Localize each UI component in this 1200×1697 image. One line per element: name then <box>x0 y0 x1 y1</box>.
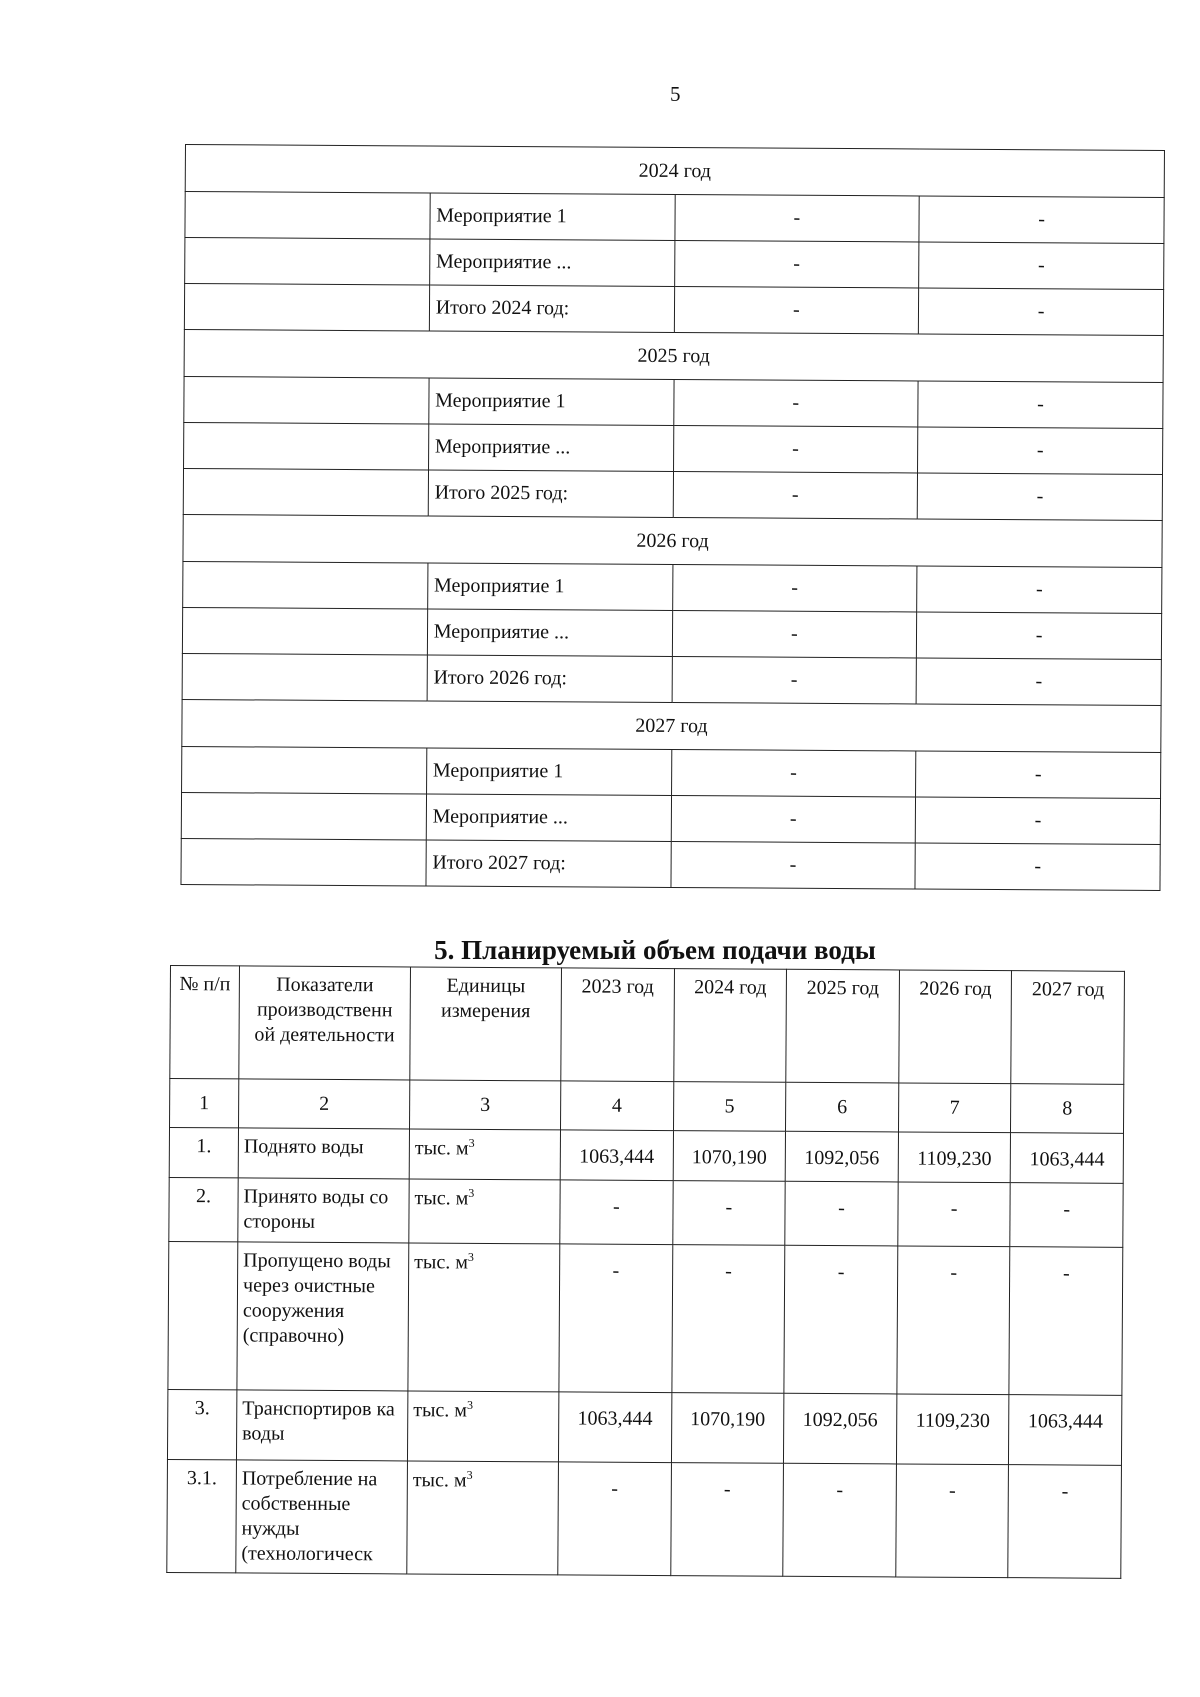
header-year-2025: 2025 год <box>786 969 899 1083</box>
table-row <box>169 1128 1123 1184</box>
header-year-2026: 2026 год <box>899 970 1012 1084</box>
row-value: - <box>784 1245 897 1394</box>
row-value: - <box>896 1464 1009 1578</box>
measure-index-cell <box>182 653 427 700</box>
row-value: 1063,444 <box>1011 1133 1124 1184</box>
unit-power: 3 <box>466 1467 473 1482</box>
measure-value-1: - <box>671 795 916 842</box>
measure-index-cell <box>184 284 429 331</box>
measure-row <box>185 192 1164 244</box>
measure-value-2: - <box>919 242 1164 289</box>
measure-value-1: - <box>674 240 919 287</box>
row-indicator: Потребление на собственные нужды (технологическ <box>236 1460 408 1574</box>
column-number: 4 <box>561 1081 674 1131</box>
table-row <box>169 1177 1123 1247</box>
measure-value-2: - <box>916 658 1161 705</box>
measure-value-1: - <box>673 471 918 518</box>
row-value: - <box>1009 1247 1123 1396</box>
row-number: 3. <box>167 1389 236 1459</box>
row-value: - <box>1010 1183 1123 1248</box>
measure-label: Мероприятие 1 <box>427 563 672 610</box>
measure-row <box>182 653 1161 705</box>
measure-value-1: - <box>672 564 917 611</box>
row-unit <box>409 1129 560 1180</box>
measure-index-cell <box>184 376 429 423</box>
unit-power: 3 <box>466 1397 474 1412</box>
measure-label: Итого 2025 год: <box>428 470 673 517</box>
header-indicator: Показатели производственн ой деятельности <box>239 966 411 1080</box>
header-year-2027: 2027 год <box>1011 971 1124 1085</box>
table-header-row <box>170 966 1125 1085</box>
measure-value-2: - <box>917 473 1162 520</box>
column-number: 2 <box>239 1079 410 1129</box>
row-value: - <box>783 1463 896 1577</box>
measure-value-2: - <box>918 427 1163 474</box>
year-header: 2025 год <box>184 329 1163 382</box>
measure-value-2: - <box>915 797 1160 844</box>
measure-label: Мероприятие 1 <box>426 748 671 795</box>
column-number: 3 <box>410 1080 561 1130</box>
measure-label: Мероприятие ... <box>428 424 673 471</box>
row-value: - <box>672 1181 785 1246</box>
column-number: 1 <box>170 1079 239 1128</box>
row-indicator: Пропущено воды через очистные сооружения (справочно) <box>237 1242 409 1391</box>
year-header-row <box>182 699 1161 752</box>
row-indicator: Поднято воды <box>238 1128 409 1179</box>
measure-row <box>182 746 1161 798</box>
row-number: 2. <box>169 1177 238 1241</box>
header-year-2023: 2023 год <box>561 968 674 1082</box>
measure-index-cell <box>181 792 426 839</box>
column-number: 5 <box>673 1082 786 1132</box>
measure-value-1: - <box>670 841 915 888</box>
row-value: 1063,444 <box>560 1130 673 1181</box>
row-unit <box>407 1461 559 1575</box>
row-value: - <box>559 1244 672 1393</box>
row-value: 1063,444 <box>558 1392 671 1463</box>
measure-index-cell <box>183 468 428 515</box>
table-row <box>167 1459 1122 1578</box>
measure-value-1: - <box>674 194 919 241</box>
measure-value-1: - <box>672 610 917 657</box>
measure-value-2: - <box>919 196 1164 243</box>
row-number: 3.1. <box>167 1459 237 1572</box>
measure-row <box>181 792 1160 844</box>
measure-row <box>184 376 1163 428</box>
measure-value-2: - <box>917 612 1162 659</box>
year-header: 2026 год <box>183 514 1162 567</box>
measure-value-2: - <box>917 566 1162 613</box>
measures-plan-table <box>180 144 1165 891</box>
section-title: 5. Планируемый объем подачи воды <box>434 935 876 965</box>
header-num: № п/п <box>170 966 240 1079</box>
row-indicator: Транспортиров ка воды <box>236 1390 407 1461</box>
measure-row <box>181 838 1160 890</box>
year-header: 2027 год <box>182 699 1161 752</box>
year-header-row <box>183 514 1162 567</box>
page-number: 5 <box>670 82 681 106</box>
unit-text: тыс. м <box>414 1187 469 1210</box>
row-value: - <box>670 1463 783 1577</box>
row-value: - <box>898 1182 1011 1247</box>
table-row <box>167 1389 1121 1465</box>
header-unit: Единицы измерения <box>410 967 562 1081</box>
measure-row <box>184 284 1163 336</box>
unit-power: 3 <box>468 1185 475 1200</box>
row-value: 1092,056 <box>785 1131 898 1182</box>
measure-value-1: - <box>674 286 919 333</box>
row-value: - <box>560 1180 673 1245</box>
row-number <box>168 1241 238 1389</box>
unit-text: тыс. м <box>414 1137 469 1160</box>
measure-index-cell <box>184 422 429 469</box>
row-value: - <box>785 1181 898 1246</box>
measure-label: Мероприятие 1 <box>429 378 674 425</box>
row-value: 1109,230 <box>898 1132 1011 1183</box>
row-indicator: Принято воды со стороны <box>238 1178 409 1243</box>
column-numbers-row <box>170 1079 1124 1134</box>
measure-row <box>185 238 1164 290</box>
measure-value-2: - <box>919 288 1164 335</box>
year-header-row <box>184 329 1163 382</box>
measure-value-1: - <box>671 749 916 796</box>
row-value: 1070,190 <box>671 1393 784 1464</box>
column-number: 8 <box>1011 1084 1124 1134</box>
measure-label: Мероприятие ... <box>427 609 672 656</box>
table-row <box>168 1241 1123 1395</box>
measure-value-2: - <box>916 751 1161 798</box>
row-value: 1063,444 <box>1009 1395 1122 1466</box>
measure-value-1: - <box>672 656 917 703</box>
year-header-row <box>185 145 1164 198</box>
measure-value-2: - <box>915 843 1160 890</box>
row-unit <box>407 1391 558 1462</box>
unit-text: тыс. м <box>414 1251 468 1274</box>
measure-index-cell <box>185 238 430 285</box>
row-value: - <box>897 1246 1010 1395</box>
measure-index-cell <box>185 192 430 239</box>
row-value: 1070,190 <box>673 1131 786 1182</box>
measure-label: Мероприятие ... <box>429 239 674 286</box>
unit-power: 3 <box>467 1249 474 1264</box>
row-unit <box>408 1243 560 1392</box>
year-header: 2024 год <box>185 145 1164 198</box>
row-value: 1092,056 <box>784 1393 897 1464</box>
measure-index-cell <box>181 838 426 885</box>
measure-row <box>183 561 1162 613</box>
measure-label: Итого 2024 год: <box>429 285 674 332</box>
water-supply-volume-table <box>166 965 1125 1579</box>
row-value: 1109,230 <box>896 1394 1009 1465</box>
unit-power: 3 <box>468 1135 475 1150</box>
column-number: 7 <box>898 1083 1011 1133</box>
header-year-2024: 2024 год <box>673 969 786 1083</box>
measure-label: Итого 2027 год: <box>426 840 671 887</box>
row-value: - <box>558 1462 671 1576</box>
column-number: 6 <box>786 1082 899 1132</box>
row-number: 1. <box>169 1128 238 1178</box>
measure-row <box>183 468 1162 520</box>
measure-index-cell <box>182 607 427 654</box>
measure-value-1: - <box>673 425 918 472</box>
measure-row <box>182 607 1161 659</box>
measure-label: Мероприятие ... <box>426 794 671 841</box>
unit-text: тыс. м <box>412 1469 467 1492</box>
measure-index-cell <box>182 746 427 793</box>
measure-label: Итого 2026 год: <box>427 655 672 702</box>
measure-row <box>184 422 1163 474</box>
measure-value-1: - <box>673 379 918 426</box>
measure-label: Мероприятие 1 <box>430 193 675 240</box>
row-unit <box>409 1179 560 1244</box>
row-value: - <box>1008 1465 1121 1579</box>
unit-text: тыс. м <box>413 1399 468 1422</box>
row-value: - <box>671 1245 784 1394</box>
measure-index-cell <box>183 561 428 608</box>
measure-value-2: - <box>918 381 1163 428</box>
